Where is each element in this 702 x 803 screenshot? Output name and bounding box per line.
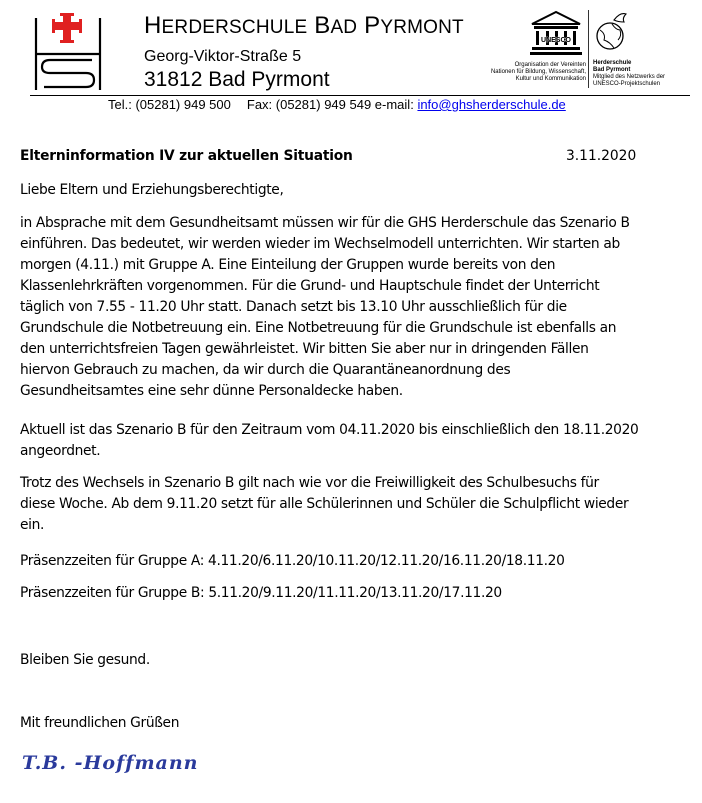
red-cross-icon [52, 13, 82, 43]
signature: T.B. -Hoffmann [22, 752, 199, 774]
group-b-schedule: Präsenzzeiten für Gruppe B: 5.11.20/9.11.20/11.11.20/13.11.20/17.11.20 [20, 585, 502, 601]
paragraph-3: Trotz des Wechsels in Szenario B gilt nach wie vor die Freiwilligkeit des Schulbesuchs für diese Woche. Ab dem 9.11.20 setzt für alle Schülerinnen und Schüler die Schulpflicht wieder ein. [20, 475, 629, 533]
school-city: 31812 Bad Pyrmont [144, 68, 330, 91]
salutation: Liebe Eltern und Erziehungsberechtigte, [20, 182, 284, 198]
school-logo [30, 10, 106, 92]
header-divider [588, 10, 589, 88]
unesco-logo [528, 10, 584, 56]
paragraph-1: in Absprache mit dem Gesundheitsamt müssen wir für die GHS Herderschule das Szenario B einführen. Das bedeutet, wir werden wieder im Wechselmodell unterrichten. Wir starten ab morgen (4.11.) mit Gruppe A. Eine Einteilung der Gruppen wurde bereits von den Klassenlehrkräften vorgenommen. Für die Grund- und Hauptschule findet der Unterricht täglich von 7.55 - 11.20 Uhr statt. Danach setzt bis 13.10 Uhr ausschließlich für die Grundschule die Notbetreuung ein. Eine Notbetreuung für die Grundschule ist ebenfalls an den unterrichtsfreien Tagen gewährleistet. Wir bitten Sie aber nur in dringenden Fällen hiervon Gebrauch zu machen, da wir durch die Quarantäneanordnung des Gesundheitsamtes eine sehr dünne Personaldecke haben. [20, 215, 630, 399]
header-rule [30, 95, 690, 96]
closing-regards: Mit freundlichen Grüßen [20, 715, 180, 731]
group-a-schedule: Präsenzzeiten für Gruppe A: 4.11.20/6.11.20/10.11.20/12.11.20/16.11.20/18.11.20 [20, 553, 565, 569]
globe-logo-icon [592, 8, 632, 56]
closing-greeting: Bleiben Sie gesund. [20, 652, 150, 668]
fax-number: Fax: (05281) 949 549 e-mail: [246, 97, 414, 112]
svg-text:UNESCO: UNESCO [541, 37, 571, 44]
contact-line [108, 97, 566, 112]
school-street: Georg-Viktor-Straße 5 [144, 48, 302, 65]
paragraph-2: Aktuell ist das Szenario B für den Zeitraum vom 04.11.2020 bis einschließlich den 18.11.2020 angeordnet. [20, 422, 639, 459]
unesco-caption: Organisation der Vereinten Nationen für Bildung, Wissenschaft, Kultur und Kommunikation [490, 62, 586, 82]
project-school-caption: Herderschule Bad Pyrmont Mitglied des Netzwerks der UNESCO-Projektschulen [593, 60, 666, 87]
letter-date: 3.11.2020 [566, 148, 637, 164]
school-name: HERDERSCHULE BAD PYRMONT [144, 12, 464, 39]
letter-title: Elterninformation IV zur aktuellen Situation [20, 148, 353, 164]
email-link[interactable]: info@ghsherderschule.de [417, 97, 566, 112]
phone-number: Tel.: (05281) 949 500 [108, 97, 231, 112]
